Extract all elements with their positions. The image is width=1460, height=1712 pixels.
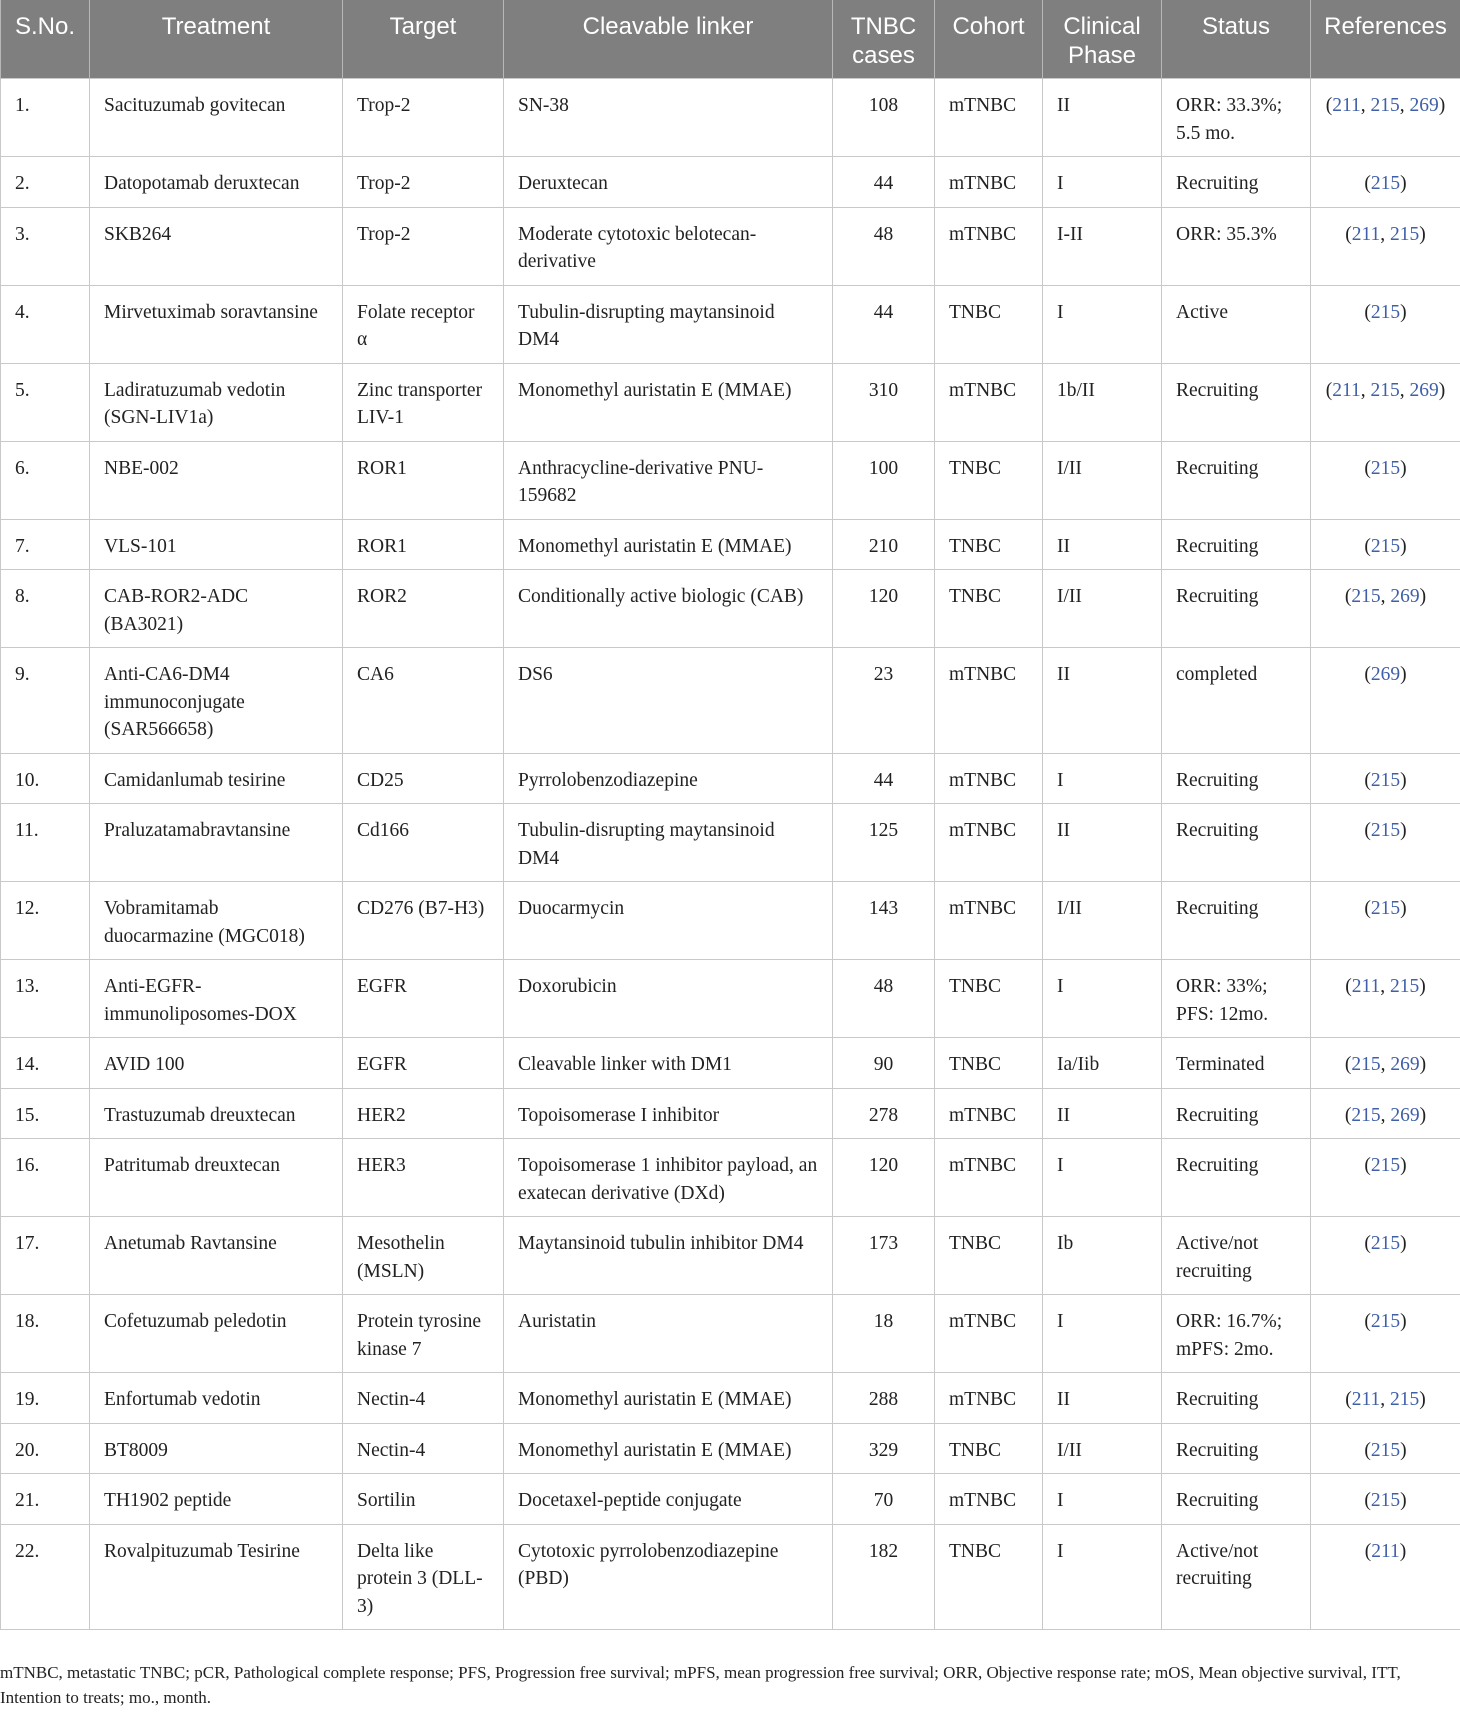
cell-linker: Topoisomerase I inhibitor	[504, 1088, 833, 1139]
cell-status: Recruiting	[1162, 519, 1311, 570]
cell-linker: Maytansinoid tubulin inhibitor DM4	[504, 1217, 833, 1295]
cell-target: Delta like protein 3 (DLL-3)	[343, 1524, 504, 1630]
cell-target: Mesothelin (MSLN)	[343, 1217, 504, 1295]
cell-linker: Tubulin-disrupting maytansinoid DM4	[504, 285, 833, 363]
cell-linker: DS6	[504, 648, 833, 754]
cell-sno: 18.	[1, 1295, 90, 1373]
cell-cohort: mTNBC	[935, 1295, 1043, 1373]
cell-linker: Monomethyl auristatin E (MMAE)	[504, 363, 833, 441]
table-body	[1, 79, 1460, 1630]
table-footnote: mTNBC, metastatic TNBC; pCR, Pathological complete response; PFS, Progression free survival; mPFS, mean progression free survival; ORR, Objective response rate; mOS, Mean objective survival, ITT, Intention to treats; mo., month.	[0, 1663, 1401, 1707]
cell-cohort: TNBC	[935, 570, 1043, 648]
cell-status: Active/not recruiting	[1162, 1217, 1311, 1295]
table-row	[1, 1295, 1460, 1373]
cell-cases: 143	[833, 882, 935, 960]
cell-treatment: Sacituzumab govitecan	[90, 79, 343, 157]
cell-references: (215)	[1311, 441, 1460, 519]
table-row	[1, 960, 1460, 1038]
header-status: Status	[1162, 0, 1311, 79]
cell-target: Trop-2	[343, 79, 504, 157]
cell-treatment: Camidanlumab tesirine	[90, 753, 343, 804]
cell-linker: Auristatin	[504, 1295, 833, 1373]
cell-target: ROR2	[343, 570, 504, 648]
reference-link[interactable]: 215	[1370, 379, 1400, 401]
cell-sno: 14.	[1, 1038, 90, 1089]
cell-status: Recruiting	[1162, 1088, 1311, 1139]
cell-cohort: TNBC	[935, 1038, 1043, 1089]
cell-cases: 210	[833, 519, 935, 570]
cell-cases: 329	[833, 1423, 935, 1474]
cell-treatment: Anetumab Ravtansine	[90, 1217, 343, 1295]
reference-link[interactable]: 215	[1351, 586, 1381, 607]
reference-link[interactable]: 269	[1370, 664, 1401, 685]
cell-status: Recruiting	[1162, 1423, 1311, 1474]
cell-cases: 44	[833, 285, 935, 363]
cell-treatment: Rovalpituzumab Tesirine	[90, 1524, 343, 1630]
cell-cohort: mTNBC	[935, 363, 1043, 441]
cell-status: Recruiting	[1162, 570, 1311, 648]
cell-cohort: TNBC	[935, 960, 1043, 1038]
cell-sno: 11.	[1, 804, 90, 882]
cell-cohort: TNBC	[935, 441, 1043, 519]
cell-sno: 21.	[1, 1474, 90, 1525]
cell-cases: 23	[833, 648, 935, 754]
cell-linker: Duocarmycin	[504, 882, 833, 960]
table-row	[1, 1088, 1460, 1139]
cell-cases: 48	[833, 207, 935, 285]
cell-treatment: Ladiratuzumab vedotin (SGN-LIV1a)	[90, 363, 343, 441]
reference-link[interactable]: 215	[1370, 820, 1401, 841]
cell-cohort: mTNBC	[935, 1373, 1043, 1424]
header-sno: S.No.	[1, 0, 90, 79]
reference-link[interactable]: 215	[1370, 95, 1400, 116]
cell-cohort: mTNBC	[935, 1139, 1043, 1217]
table-row	[1, 1139, 1460, 1217]
cell-sno: 7.	[1, 519, 90, 570]
cell-cases: 125	[833, 804, 935, 882]
cell-linker: Monomethyl auristatin E (MMAE)	[504, 1373, 833, 1424]
table-row	[1, 570, 1460, 648]
table-row	[1, 79, 1460, 157]
cell-treatment: VLS-101	[90, 519, 343, 570]
table-row	[1, 882, 1460, 960]
cell-status: Active/not recruiting	[1162, 1524, 1311, 1630]
cell-cases: 44	[833, 753, 935, 804]
cell-linker: Anthracycline-derivative PNU-159682	[504, 441, 833, 519]
cell-status: Recruiting	[1162, 363, 1311, 441]
table-row	[1, 157, 1460, 208]
cell-phase: I	[1043, 157, 1162, 208]
cell-cohort: TNBC	[935, 285, 1043, 363]
cell-references: (215)	[1311, 157, 1460, 208]
reference-link[interactable]: 215	[1370, 535, 1401, 557]
cell-phase: 1b/II	[1043, 363, 1162, 441]
cell-references: (215)	[1311, 1139, 1460, 1217]
table-row	[1, 519, 1460, 570]
cell-treatment: Cofetuzumab peledotin	[90, 1295, 343, 1373]
cell-status: Recruiting	[1162, 1474, 1311, 1525]
cell-phase: II	[1043, 648, 1162, 754]
cell-phase: II	[1043, 519, 1162, 570]
header-cases: TNBC cases	[833, 0, 935, 79]
reference-link[interactable]: 215	[1370, 301, 1401, 323]
cell-references: (215)	[1311, 519, 1460, 570]
cell-phase: I-II	[1043, 207, 1162, 285]
cell-cases: 100	[833, 441, 935, 519]
table-row	[1, 1474, 1460, 1525]
cell-cases: 18	[833, 1295, 935, 1373]
cell-treatment: Anti-CA6-DM4 immunoconjugate (SAR566658)	[90, 648, 343, 754]
reference-link[interactable]: 211	[1351, 1389, 1381, 1410]
cell-cases: 70	[833, 1474, 935, 1525]
cell-phase: Ib	[1043, 1217, 1162, 1295]
cell-sno: 22.	[1, 1524, 90, 1630]
cell-references: (211, 215)	[1311, 960, 1460, 1038]
cell-linker: Topoisomerase 1 inhibitor payload, an exatecan derivative (DXd)	[504, 1139, 833, 1217]
cell-linker: Cleavable linker with DM1	[504, 1038, 833, 1089]
cell-linker: SN-38	[504, 79, 833, 157]
cell-phase: II	[1043, 79, 1162, 157]
cell-cohort: mTNBC	[935, 79, 1043, 157]
cell-cases: 278	[833, 1088, 935, 1139]
table-row	[1, 1038, 1460, 1089]
cell-treatment: BT8009	[90, 1423, 343, 1474]
cell-cohort: mTNBC	[935, 157, 1043, 208]
table-row	[1, 1524, 1460, 1630]
cell-references: (211, 215)	[1311, 207, 1460, 285]
cell-linker: Monomethyl auristatin E (MMAE)	[504, 1423, 833, 1474]
reference-link[interactable]: 269	[1409, 95, 1439, 116]
cell-phase: I	[1043, 1524, 1162, 1630]
cell-status: ORR: 35.3%	[1162, 207, 1311, 285]
cell-cohort: TNBC	[935, 1524, 1043, 1630]
cell-phase: I	[1043, 1139, 1162, 1217]
cell-treatment: CAB-ROR2-ADC (BA3021)	[90, 570, 343, 648]
cell-treatment: SKB264	[90, 207, 343, 285]
cell-references: (215)	[1311, 285, 1460, 363]
reference-link[interactable]: 269	[1409, 379, 1439, 401]
reference-link[interactable]: 215	[1370, 1439, 1401, 1461]
cell-linker: Pyrrolobenzodiazepine	[504, 753, 833, 804]
cell-sno: 3.	[1, 207, 90, 285]
cell-references: (211, 215, 269)	[1311, 363, 1460, 441]
cell-cohort: TNBC	[935, 1423, 1043, 1474]
cell-status: Recruiting	[1162, 804, 1311, 882]
cell-cases: 182	[833, 1524, 935, 1630]
cell-target: Protein tyrosine kinase 7	[343, 1295, 504, 1373]
cell-references: (215)	[1311, 804, 1460, 882]
cell-status: Recruiting	[1162, 157, 1311, 208]
reference-link[interactable]: 211	[1332, 379, 1361, 401]
cell-references: (211, 215)	[1311, 1373, 1460, 1424]
header-target: Target	[343, 0, 504, 79]
reference-link[interactable]: 215	[1370, 457, 1401, 479]
cell-phase: I	[1043, 285, 1162, 363]
reference-link[interactable]: 215	[1390, 223, 1420, 245]
cell-references: (215, 269)	[1311, 1038, 1460, 1089]
cell-target: EGFR	[343, 1038, 504, 1089]
cell-references: (211)	[1311, 1524, 1460, 1630]
table-row	[1, 1217, 1460, 1295]
cell-sno: 12.	[1, 882, 90, 960]
cell-treatment: Trastuzumab dreuxtecan	[90, 1088, 343, 1139]
cell-phase: I/II	[1043, 441, 1162, 519]
cell-target: Folate receptor α	[343, 285, 504, 363]
cell-treatment: AVID 100	[90, 1038, 343, 1089]
cell-linker: Conditionally active biologic (CAB)	[504, 570, 833, 648]
cell-cohort: mTNBC	[935, 882, 1043, 960]
reference-link[interactable]: 269	[1390, 586, 1420, 607]
reference-link[interactable]: 211	[1351, 223, 1381, 245]
table-row	[1, 753, 1460, 804]
cell-sno: 10.	[1, 753, 90, 804]
table-header	[1, 0, 1460, 79]
cell-cases: 44	[833, 157, 935, 208]
cell-status: Active	[1162, 285, 1311, 363]
cell-cases: 108	[833, 79, 935, 157]
reference-link[interactable]: 215	[1351, 1054, 1381, 1075]
reference-link[interactable]: 215	[1370, 173, 1401, 194]
cell-sno: 19.	[1, 1373, 90, 1424]
reference-link[interactable]: 215	[1370, 1311, 1401, 1332]
cell-cases: 288	[833, 1373, 935, 1424]
cell-sno: 15.	[1, 1088, 90, 1139]
table-row	[1, 804, 1460, 882]
cell-references: (215)	[1311, 1295, 1460, 1373]
cell-target: CD25	[343, 753, 504, 804]
cell-references: (215)	[1311, 882, 1460, 960]
cell-treatment: Anti-EGFR-immunoliposomes-DOX	[90, 960, 343, 1038]
cell-status: Recruiting	[1162, 882, 1311, 960]
cell-target: Trop-2	[343, 157, 504, 208]
header-references: References	[1311, 0, 1460, 79]
cell-linker: Monomethyl auristatin E (MMAE)	[504, 519, 833, 570]
cell-target: CD276 (B7-H3)	[343, 882, 504, 960]
cell-linker: Deruxtecan	[504, 157, 833, 208]
cell-status: completed	[1162, 648, 1311, 754]
cell-sno: 4.	[1, 285, 90, 363]
cell-target: Nectin-4	[343, 1423, 504, 1474]
cell-status: Recruiting	[1162, 441, 1311, 519]
cell-treatment: Enfortumab vedotin	[90, 1373, 343, 1424]
cell-phase: I/II	[1043, 1423, 1162, 1474]
table-row	[1, 1423, 1460, 1474]
cell-target: Zinc transporter LIV-1	[343, 363, 504, 441]
cell-phase: I/II	[1043, 882, 1162, 960]
cell-references: (215)	[1311, 1217, 1460, 1295]
cell-linker: Moderate cytotoxic belotecan-derivative	[504, 207, 833, 285]
header-phase: Clinical Phase	[1043, 0, 1162, 79]
cell-target: Sortilin	[343, 1474, 504, 1525]
cell-status: Terminated	[1162, 1038, 1311, 1089]
reference-link[interactable]: 215	[1390, 976, 1420, 997]
cell-sno: 17.	[1, 1217, 90, 1295]
cell-cohort: mTNBC	[935, 648, 1043, 754]
cell-target: EGFR	[343, 960, 504, 1038]
cell-references: (215, 269)	[1311, 1088, 1460, 1139]
cell-references: (215, 269)	[1311, 570, 1460, 648]
table-row	[1, 648, 1460, 754]
cell-treatment: TH1902 peptide	[90, 1474, 343, 1525]
cell-phase: II	[1043, 1088, 1162, 1139]
cell-cases: 120	[833, 1139, 935, 1217]
cell-cohort: mTNBC	[935, 207, 1043, 285]
cell-phase: I/II	[1043, 570, 1162, 648]
cell-cases: 90	[833, 1038, 935, 1089]
cell-sno: 16.	[1, 1139, 90, 1217]
reference-link[interactable]: 215	[1370, 898, 1401, 919]
cell-target: Trop-2	[343, 207, 504, 285]
cell-status: Recruiting	[1162, 753, 1311, 804]
cell-phase: I	[1043, 1295, 1162, 1373]
cell-cases: 48	[833, 960, 935, 1038]
cell-linker: Docetaxel-peptide conjugate	[504, 1474, 833, 1525]
cell-references: (211, 215, 269)	[1311, 79, 1460, 157]
cell-phase: Ia/Iib	[1043, 1038, 1162, 1089]
cell-treatment: Datopotamab deruxtecan	[90, 157, 343, 208]
table-row	[1, 285, 1460, 363]
cell-treatment: Mirvetuximab soravtansine	[90, 285, 343, 363]
cell-sno: 2.	[1, 157, 90, 208]
cell-cohort: mTNBC	[935, 1474, 1043, 1525]
reference-link[interactable]: 215	[1370, 1155, 1401, 1176]
cell-references: (215)	[1311, 753, 1460, 804]
cell-references: (269)	[1311, 648, 1460, 754]
cell-sno: 20.	[1, 1423, 90, 1474]
cell-linker: Cytotoxic pyrrolobenzodiazepine (PBD)	[504, 1524, 833, 1630]
reference-link[interactable]: 215	[1370, 1233, 1401, 1254]
cell-cohort: mTNBC	[935, 804, 1043, 882]
cell-target: ROR1	[343, 519, 504, 570]
cell-sno: 6.	[1, 441, 90, 519]
reference-link[interactable]: 215	[1390, 1389, 1420, 1410]
cell-status: Recruiting	[1162, 1373, 1311, 1424]
cell-sno: 5.	[1, 363, 90, 441]
header-cohort: Cohort	[935, 0, 1043, 79]
reference-link[interactable]: 269	[1390, 1104, 1420, 1126]
table-row	[1, 207, 1460, 285]
reference-link[interactable]: 211	[1351, 976, 1381, 997]
cell-target: ROR1	[343, 441, 504, 519]
cell-sno: 8.	[1, 570, 90, 648]
cell-status: ORR: 33%; PFS: 12mo.	[1162, 960, 1311, 1038]
cell-treatment: NBE-002	[90, 441, 343, 519]
cell-phase: II	[1043, 1373, 1162, 1424]
reference-link[interactable]: 215	[1351, 1104, 1381, 1126]
reference-link[interactable]: 211	[1332, 95, 1361, 116]
cell-sno: 1.	[1, 79, 90, 157]
cell-cohort: TNBC	[935, 519, 1043, 570]
cell-target: HER3	[343, 1139, 504, 1217]
cell-target: Nectin-4	[343, 1373, 504, 1424]
cell-linker: Tubulin-disrupting maytansinoid DM4	[504, 804, 833, 882]
table-row	[1, 363, 1460, 441]
reference-link[interactable]: 211	[1371, 1540, 1400, 1562]
cell-phase: I	[1043, 753, 1162, 804]
cell-cohort: mTNBC	[935, 753, 1043, 804]
reference-link[interactable]: 269	[1390, 1054, 1420, 1075]
cell-status: ORR: 16.7%; mPFS: 2mo.	[1162, 1295, 1311, 1373]
cell-references: (215)	[1311, 1423, 1460, 1474]
cell-treatment: Patritumab dreuxtecan	[90, 1139, 343, 1217]
cell-phase: I	[1043, 960, 1162, 1038]
cell-linker: Doxorubicin	[504, 960, 833, 1038]
header-row	[1, 0, 1460, 79]
cell-target: CA6	[343, 648, 504, 754]
cell-cases: 120	[833, 570, 935, 648]
cell-treatment: Praluzatamabravtansine	[90, 804, 343, 882]
header-treatment: Treatment	[90, 0, 343, 79]
cell-status: ORR: 33.3%; 5.5 mo.	[1162, 79, 1311, 157]
cell-sno: 13.	[1, 960, 90, 1038]
cell-sno: 9.	[1, 648, 90, 754]
table-row	[1, 441, 1460, 519]
cell-target: Cd166	[343, 804, 504, 882]
cell-target: HER2	[343, 1088, 504, 1139]
reference-link[interactable]: 215	[1370, 769, 1401, 791]
header-linker: Cleavable linker	[504, 0, 833, 79]
table-row	[1, 1373, 1460, 1424]
cell-cohort: mTNBC	[935, 1088, 1043, 1139]
cell-phase: II	[1043, 804, 1162, 882]
cell-cases: 310	[833, 363, 935, 441]
cell-references: (215)	[1311, 1474, 1460, 1525]
cell-cohort: TNBC	[935, 1217, 1043, 1295]
cell-cases: 173	[833, 1217, 935, 1295]
cell-phase: I	[1043, 1474, 1162, 1525]
cell-treatment: Vobramitamab duocarmazine (MGC018)	[90, 882, 343, 960]
reference-link[interactable]: 215	[1370, 1490, 1401, 1511]
cell-status: Recruiting	[1162, 1139, 1311, 1217]
